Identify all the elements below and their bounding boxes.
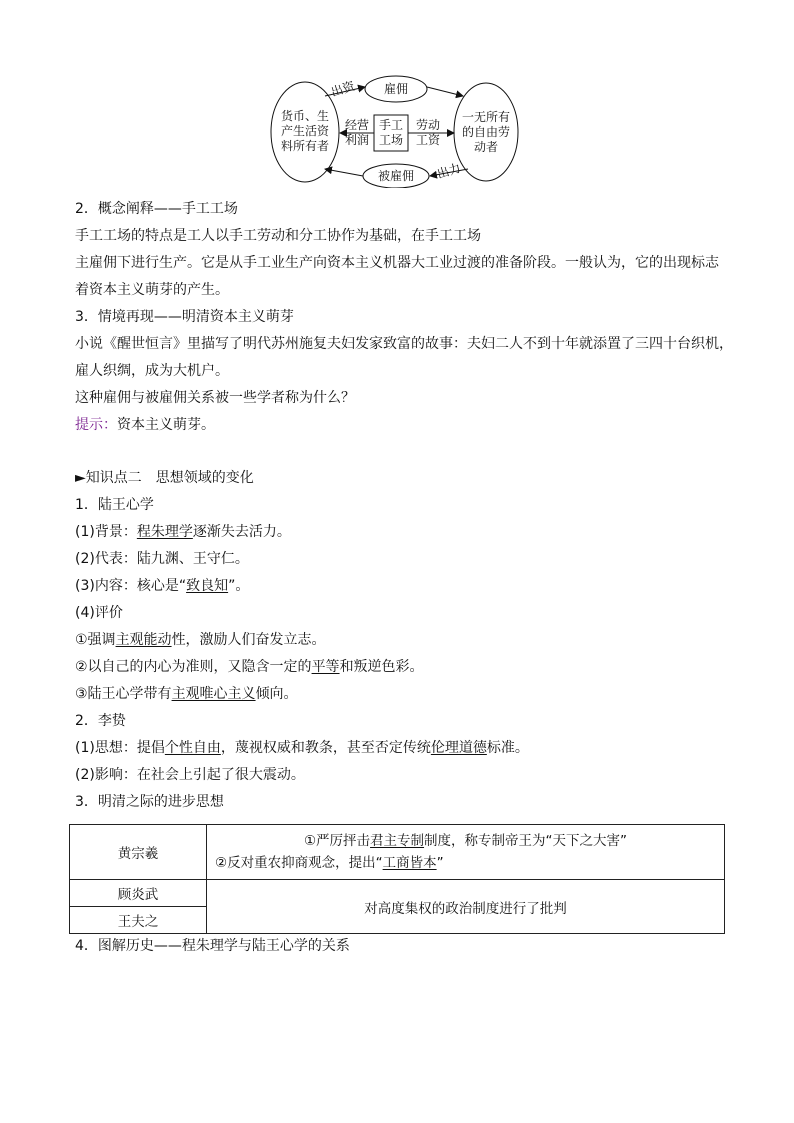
key-term: 君主专制 <box>370 833 425 849</box>
relationship-diagram <box>270 72 530 188</box>
invest-label: 出资 <box>329 78 357 100</box>
key-term: 工商皆本 <box>382 855 437 871</box>
influence-line: (2)影响：在社会上引起了很大震动。 <box>75 767 305 783</box>
paragraph-line: 着资本主义萌芽的产生。 <box>75 282 229 298</box>
text: 性，激励人们奋发立志。 <box>171 632 326 648</box>
key-term: 主观唯心主义 <box>171 686 256 702</box>
arrow-hire-to-laborer <box>427 87 463 96</box>
thinker-ideas <box>207 825 725 880</box>
text: 逐渐失去活力。 <box>192 524 291 540</box>
evaluation-item <box>75 657 424 677</box>
table-row <box>70 825 725 880</box>
text: ①严厉抨击 <box>303 833 371 849</box>
key-term: 平等 <box>311 659 340 675</box>
work-label: 出力 <box>435 160 463 182</box>
idea-line <box>207 852 724 874</box>
owner-label: 货币、生 产生活资 料所有者 <box>280 109 329 153</box>
key-term: 伦理道德 <box>430 740 487 756</box>
arrow-hired-to-owner <box>325 169 363 176</box>
table-row <box>70 880 725 907</box>
paragraph-line: 小说《醒世恒言》里描写了明代苏州施复夫妇发家致富的故事：夫妇二人不到十年就添置了三四十台织机， <box>75 336 733 352</box>
paragraph-line: 主雇佣下进行生产。它是从手工业生产向资本主义机器大工业过渡的准备阶段。一般认为，它的出现标志 <box>75 255 719 271</box>
section-4-title: 4．图解历史——程朱理学与陆王心学的关系 <box>75 938 350 954</box>
key-term: 程朱理学 <box>136 524 193 540</box>
key-term: 致良知 <box>186 578 229 594</box>
background-line <box>75 522 291 542</box>
shared-evaluation: 对高度集权的政治制度进行了批判 <box>207 880 725 934</box>
text: ” <box>436 855 444 871</box>
idea-line <box>207 830 724 852</box>
text: ①强调 <box>75 632 116 648</box>
laborer-label: 一无所有 的自由劳 动者 <box>461 110 510 154</box>
subsection-title: 2．李贽 <box>75 713 126 729</box>
text: ，蔑视权威和教条，甚至否定传统 <box>220 740 431 756</box>
hired-label: 被雇佣 <box>377 169 414 183</box>
text: 倾向。 <box>255 686 298 702</box>
section-3-title: 3．情境再现——明清资本主义萌芽 <box>75 309 294 325</box>
thinker-name: 黄宗羲 <box>70 825 207 880</box>
labor-label: 劳动 工资 <box>415 118 440 147</box>
thinker-name: 王夫之 <box>70 907 207 934</box>
hint-text: 资本主义萌芽。 <box>117 417 215 433</box>
text: ③陆王心学带有 <box>75 686 172 702</box>
hint-label: 提示： <box>75 417 117 433</box>
paragraph-line: 手工工场的特点是工人以手工劳动和分工协作为基础，在手工工场 <box>75 228 481 244</box>
paragraph-line: 雇人织绸，成为大机户。 <box>75 363 229 379</box>
thinker-name: 顾炎武 <box>70 880 207 907</box>
subsection-title: 3．明清之际的进步思想 <box>75 794 224 810</box>
thought-line <box>75 738 529 758</box>
text: ②以自己的内心为准则，又隐含一定的 <box>75 659 312 675</box>
text: 制度，称专制帝王为“天下之大害” <box>424 833 628 849</box>
text: ②反对重农抑商观念，提出“ <box>215 855 383 871</box>
text: (3)内容：核心是“ <box>75 578 187 594</box>
text: 标准。 <box>486 740 529 756</box>
hire-label: 雇佣 <box>383 82 408 96</box>
knowledge-point-2-title: ►知识点二 思想领域的变化 <box>75 470 254 486</box>
key-term: 主观能动 <box>115 632 172 648</box>
thinkers-table <box>69 824 725 934</box>
subsection-title: 1．陆王心学 <box>75 497 154 513</box>
hint-line <box>75 415 215 435</box>
representatives-line: (2)代表：陆九渊、王守仁。 <box>75 551 249 567</box>
text: (1)思想：提倡 <box>75 740 165 756</box>
evaluation-item <box>75 684 298 704</box>
content-line <box>75 576 249 596</box>
text: 和叛逆色彩。 <box>339 659 424 675</box>
text: (1)背景： <box>75 524 137 540</box>
workshop-label: 手工 工场 <box>378 118 403 147</box>
text: ”。 <box>228 578 250 594</box>
manage-label: 经营 利润 <box>344 118 369 147</box>
section-2-title: 2．概念阐释——手工工场 <box>75 201 238 217</box>
key-term: 个性自由 <box>164 740 221 756</box>
evaluation-title: (4)评价 <box>75 605 123 621</box>
evaluation-item <box>75 630 326 650</box>
question-line: 这种雇佣与被雇佣关系被一些学者称为什么？ <box>75 390 355 406</box>
